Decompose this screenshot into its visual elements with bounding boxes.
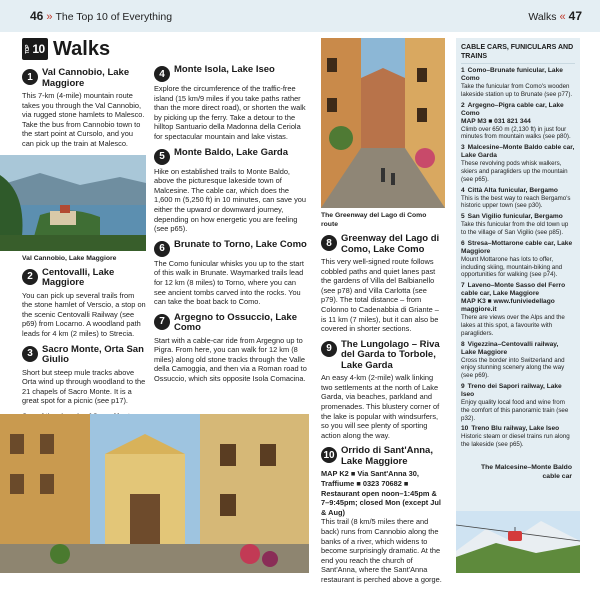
entry-4 [154,65,309,142]
column-4 [456,38,580,573]
entry-number: 5 [154,149,170,165]
entry-body: The Como funicular whisks you up to the start of this walk in Brunate. Waymarked trails lead for 12 km (8 miles) to Torno, where you can see ancient tombs carved into the rocks. You can take the boat back to Como. [154,258,304,307]
sidebar-item: 4 Città Alta funicular, Bergamo This is the best way to reach Bergamo's historic upper town (see p30). [461,186,571,210]
entry-6 [154,240,309,307]
entry-number: 7 [154,314,170,330]
entry-body: This very well-signed route follows cobbled paths and quiet lanes past the gardens of Villa del Balbianello (see p78) and Villa Carlotta (see p79). The total distance – from Colonno to Cadenabbia di Griante – is 11 km (7 miles), but it can also be covered in shorter sections. [321,257,439,334]
mountain-cable-car-image [456,511,580,573]
entry-body: Explore the circumference of the traffic-free island (15 km/9 miles if you take paths rather than the more direct road), or shorten the walk by picking up the ferry. Take a detour to the hilltop Santuario della Madonna della Ceriola for spectacular mountain and lake vistas. [154,84,306,141]
page-title-row [22,38,146,60]
photo-cable-car [456,511,580,573]
entry-title: Brunate to Torno, Lake Como [174,238,307,250]
section-title-left: The Top 10 of Everything [55,11,173,23]
entry-9 [321,340,445,441]
sidebar-panel [456,38,580,573]
entry-body: Hike on established trails to Monte Baldo, above the picturesque lakeside town of Malcesine. The cable car, which does the 1,600 m (5,250 ft) in 10 minutes, can save you either the upward or downward journey, depending on how energetic you are feeling (see p65). [154,166,307,234]
entry-1 [22,68,146,149]
entry-number: 8 [321,235,337,251]
top10-badge: TOP 10 [22,38,48,60]
sidebar-title: CABLE CARS, FUNICULARS AND TRAINS [461,44,575,64]
entry-7 [154,313,309,384]
sidebar-item: 5 San Vigilio funicular, Bergamo Take this funicular from the old town up to the village of San Vigilio (see p85). [461,213,569,236]
entry-body: An easy 4-km (2-mile) walk linking two settlements at the north of Lake Garda, via beaches, parkland and promenades. This blustery corner of the lake is popular with windsurfers, so you will see plenty of sporting action along the way. [321,373,440,440]
chevron-left-icon: « [559,11,566,23]
entry-title: Monte Baldo, Lake Garda [174,146,289,158]
entry-body: Start with a cable-car ride from Argegno up to Pigra. From here, you can walk for 12 km (8 miles) along old stone tracks through the Valle della Camoggia, and then via a Roman road to Ossuccio, which sits opposite Isola Comacina. [154,335,307,384]
entry-10 [321,446,445,584]
page-title: Walks [53,38,111,60]
entry-number: 4 [154,66,170,82]
entry-body: This trail (8 km/5 miles there and back) runs from Cannobio along the banks of a river, which widens to become surprisingly dramatic. At the end you reach the church of Sant'Anna, where the Sant'Anna restaurant is perched above a gorge. [321,517,442,584]
entry-title: Centovalli, Lake Maggiore [42,266,115,289]
entry-8 [321,234,445,334]
section-title-right: Walks [528,11,557,23]
page-number-left: 46 [30,9,44,23]
entry-3 [22,345,146,406]
sidebar-item: 2 Argegno–Pigra cable car, Lake Como MAP M3 ■ 031 821 344 Climb over 650 m (2,130 ft) in just four minutes from mountain walks (see p80). [461,101,571,141]
entry-title: Sacro Monte, Orta San Giulio [42,343,144,366]
chapel-courtyard-image [0,414,309,573]
photo-caption: Val Cannobio, Lake Maggiore [22,254,117,262]
entry-number: 9 [321,341,337,357]
entry-title: Monte Isola, Lake Iseo [174,64,275,75]
entry-5 [154,148,309,234]
header-left [30,9,172,24]
entry-number: 10 [321,447,337,463]
entry-number: 2 [22,269,38,285]
photo-caption: The Greenway del Lago di Como route [321,212,427,228]
entry-body: Short but steep mule tracks above Orta wind up through woodland to the 21 chapels of Sacro Monte. It is a great spot for a picnic (see p17). [22,367,146,406]
entry-2 [22,268,146,339]
sidebar-item: 9 Treno dei Sapori railway, Lake Iseo Enjoy quality local food and wine from the comfort of this panoramic train (see p32). [461,382,569,422]
photo-sacro-monte [0,414,309,573]
entry-number: 1 [22,69,38,85]
lane-village-image [321,38,445,208]
entry-title: The Lungolago – Riva del Garda to Torbole, Lake Garda [341,338,440,371]
sidebar-item: 7 Laveno–Monte Sasso del Ferro cable car, Lake Maggiore MAP K3 ■ www.funiviedellago maggiore.it There are views over the Alps and the lakes at this spot, a favourite with paragliders. [461,282,566,337]
column-3 [321,38,445,591]
entry-title: Greenway del Lago di Como, Lake Como [341,233,440,255]
entry-title: Argegno to Ossuccio, Lake Como [174,311,297,334]
sidebar-item: 10 Treno Blu railway, Lake Iseo Historic steam or diesel trains run along the lakeside (see p65). [461,425,570,449]
chevron-right-icon: » [46,11,53,23]
sidebar-item: 8 Vigezzina–Centovalli railway, Lake Maggiore Cross the border into Switzerland and enjoy stunning scenery along the way (see p69). [461,340,565,380]
entry-title: Orrido di Sant'Anna, Lake Maggiore [341,445,433,467]
sidebar-item: 6 Stresa–Mottarone cable car, Lake Maggiore Mount Mottarone has lots to offer, including skiing, mountain-biking and opportunities for walking (see p74). [461,239,573,279]
entry-title: Val Cannobio, Lake Maggiore [42,67,130,89]
entry-number: 3 [22,346,38,362]
header-right [528,9,582,24]
entry-body: You can pick up several trails from the stone hamlet of Verscio, a stop on the scenic Centovalli Railway (see p69) from Locarno. A woodland path leads for 4 km (2 miles) to Strecia. [22,290,146,338]
page-number-right: 47 [568,9,582,23]
entry-info: MAP K2 ■ Via Sant'Anna 30, Traffiume ■ 0323 70682 ■ Restaurant open noon–1:45pm & 7–9:45pm; closed Mon (except Jul & Aug) [321,469,441,517]
photo-caption: The Malcesine–Monte Baldo cable car [480,464,572,480]
photo-greenway [321,38,445,208]
lake-landscape-image [0,155,146,251]
column-1 [22,38,146,426]
sidebar-item: 3 Malcesine–Monte Baldo cable car, Lake Garda These revolving pods whisk walkers, skiers and paragliders up the mountain (see p65). [461,144,575,183]
sidebar-item: 1 Como–Brunate funicular, Lake Como Take the funicular from Como's wooden lakeside station up to Brunate (see p77). [461,67,573,98]
photo-val-cannobio [0,155,146,251]
entry-body: This 7-km (4-mile) mountain route takes you through the Val Cannobio, via rugged stone hamlets to Malesco. Take the bus from Cannobio town to the start point at Cursolo, and you can pick up the train at Malesco. [22,91,145,148]
column-2 [154,38,309,390]
entry-number: 6 [154,241,170,257]
